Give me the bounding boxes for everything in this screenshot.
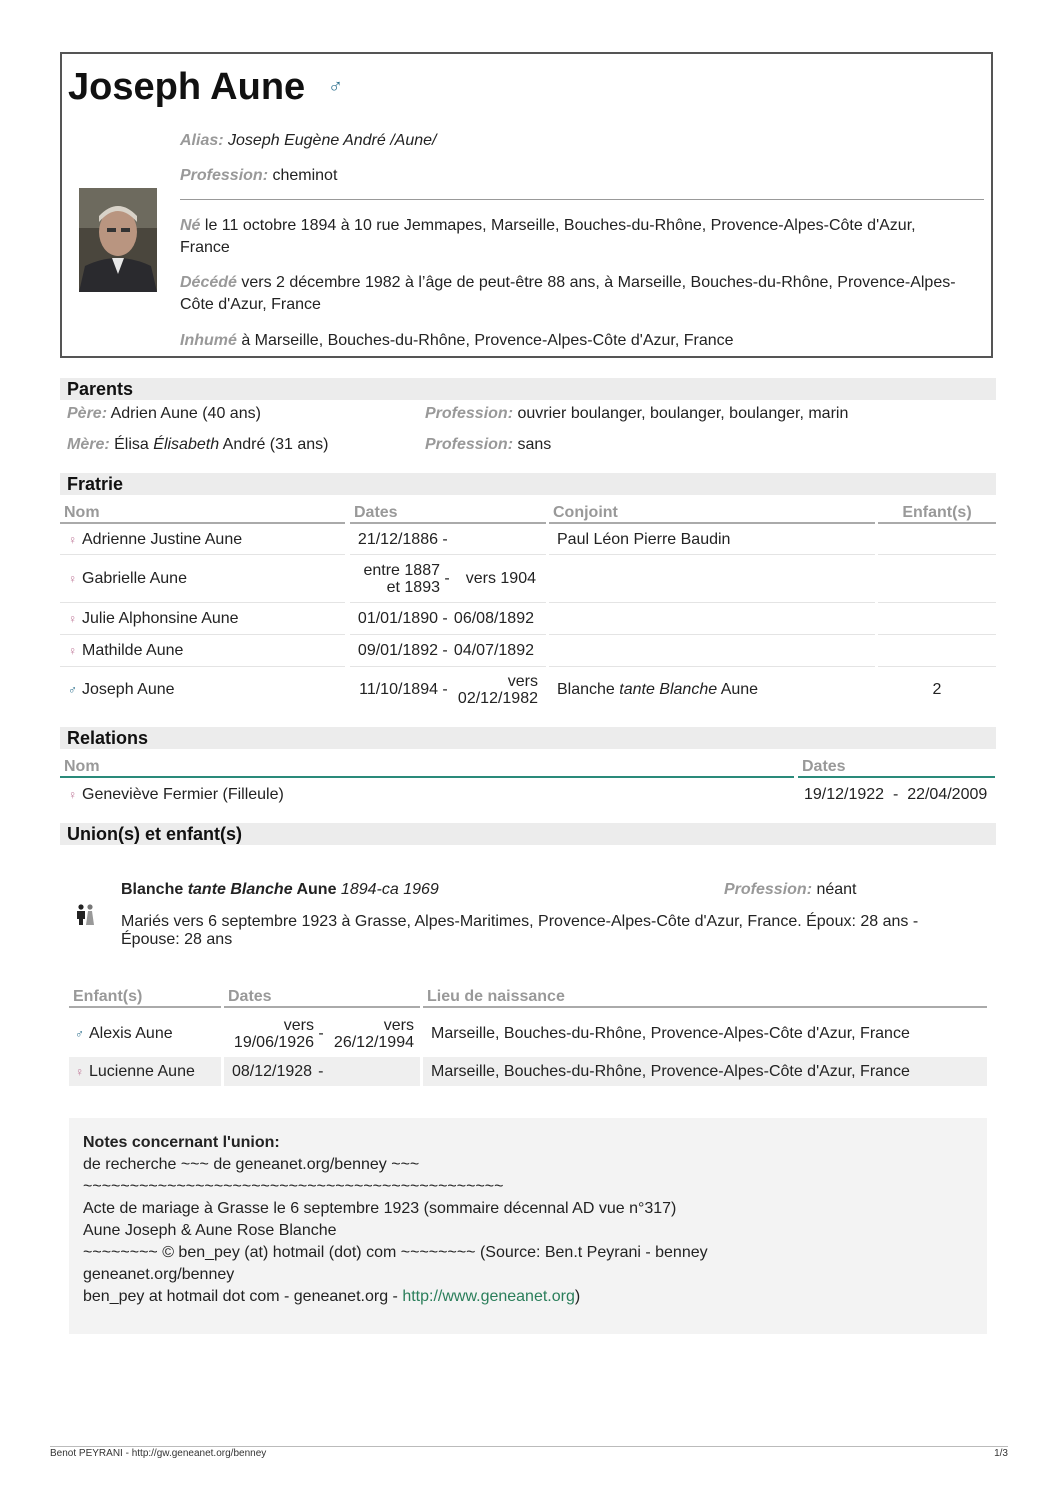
notes-line: Aune Joseph & Aune Rose Blanche — [83, 1222, 337, 1239]
notes-last-line — [83, 1286, 973, 1308]
birth-line — [180, 215, 916, 259]
birth-value-2: France — [180, 239, 230, 256]
sibling-spouse-cell — [549, 636, 875, 667]
sibling-date-end: 04/07/1892 — [453, 642, 534, 659]
sibling-dates-cell — [350, 668, 546, 712]
sibling-spouse-last[interactable]: Aune — [717, 681, 759, 698]
child-name[interactable]: Alexis Aune — [89, 1025, 173, 1042]
profession-line — [180, 165, 337, 187]
sibling-children-cell — [878, 604, 996, 635]
alias-value: Joseph Eugène André /Aune/ — [228, 132, 437, 149]
death-label: Décédé — [180, 274, 237, 291]
col-children: Enfant(s) — [878, 504, 996, 524]
sibling-name-cell — [60, 636, 345, 667]
sibling-name[interactable]: Gabrielle Aune — [82, 570, 187, 587]
sibling-name[interactable]: Adrienne Justine Aune — [82, 530, 243, 548]
relation-dates-cell — [798, 780, 995, 810]
portrait-photo — [79, 188, 157, 292]
father-label: Père: — [67, 405, 108, 422]
relation-name-cell — [60, 780, 794, 810]
mother-profession-label: Profession: — [425, 436, 514, 453]
sibling-spouse-cell — [549, 556, 875, 603]
sibling-date-start: entre 1887 et 1893 — [363, 562, 440, 596]
sibling-dates-cell — [350, 525, 546, 555]
father-value[interactable]: Adrien Aune (40 ans) — [107, 405, 261, 422]
sibling-name-cell — [60, 556, 345, 603]
sibling-name[interactable]: Julie Alphonsine Aune — [82, 610, 239, 627]
sibling-dates-cell — [350, 556, 546, 603]
burial-value: à Marseille, Bouches-du-Rhône, Provence-Alpes-Côte d'Azur, France — [236, 332, 734, 349]
sibling-date-end: vers 1904 — [465, 570, 536, 587]
sibling-children-cell — [878, 668, 996, 712]
union-spouse-first[interactable]: Blanche — [121, 881, 188, 898]
mother-rest[interactable]: André (31 ans) — [219, 436, 329, 453]
col-dates: Dates — [798, 758, 995, 778]
alias-label: Alias: — [180, 132, 224, 149]
marriage-line-2: Épouse: 28 ans — [121, 931, 233, 948]
sibling-name-cell — [60, 525, 345, 555]
union-notes — [69, 1118, 987, 1334]
section-parents: Parents — [60, 378, 996, 400]
mother-italic[interactable]: Élisabeth — [153, 436, 220, 453]
col-spouse: Conjoint — [549, 504, 875, 524]
union-profession-line — [724, 881, 857, 899]
child-date-end: vers 26/12/1994 — [333, 1017, 414, 1051]
sibling-date-start: 01/01/1890 — [357, 610, 438, 627]
siblings-table-header — [60, 504, 996, 526]
col-name: Nom — [60, 758, 794, 778]
date-separator: - — [318, 1025, 324, 1042]
father-line — [67, 405, 261, 423]
father-profession-line — [425, 405, 848, 423]
marriage-line-1: Mariés vers 6 septembre 1923 à Grasse, Alpes-Maritimes, Provence-Alpes-Côte d'Azur, France. Époux: 28 ans - — [121, 913, 919, 930]
date-separator: - — [442, 681, 448, 698]
sibling-date-end: vers 02/12/1982 — [457, 673, 538, 707]
sibling-spouse-nickname[interactable]: tante Blanche — [619, 681, 718, 698]
mother-first[interactable]: Élisa — [109, 436, 154, 453]
female-icon: ♀ — [68, 572, 77, 586]
footer-source: Benot PEYRANI - http://gw.geneanet.org/benney — [50, 1448, 267, 1459]
sibling-children-cell — [878, 636, 996, 667]
table-row — [69, 1057, 987, 1086]
child-dates-cell — [224, 1057, 420, 1086]
table-row — [60, 636, 996, 667]
relations-table-header — [60, 758, 996, 780]
sibling-date-start: 21/12/1886 — [357, 530, 438, 548]
child-birthplace: Marseille, Bouches-du-Rhône, Provence-Alpes-Côte d'Azur, France — [431, 1062, 910, 1080]
notes-line: geneanet.org/benney — [83, 1266, 235, 1283]
sibling-name-cell — [60, 604, 345, 635]
notes-line-suffix: ) — [574, 1288, 581, 1305]
sibling-spouse-cell — [549, 525, 875, 555]
child-birthplace: Marseille, Bouches-du-Rhône, Provence-Alpes-Côte d'Azur, France — [431, 1025, 910, 1042]
mother-line — [67, 436, 329, 454]
profession-label: Profession: — [180, 167, 269, 184]
footer-divider — [50, 1446, 1008, 1447]
col-child-name: Enfant(s) — [69, 988, 221, 1008]
female-icon: ♀ — [68, 788, 77, 802]
death-line — [180, 272, 956, 316]
birth-label: Né — [180, 217, 201, 234]
section-siblings: Fratrie — [60, 473, 996, 495]
date-separator: - — [442, 610, 448, 627]
mother-profession-line — [425, 436, 551, 454]
male-icon: ♂ — [328, 76, 343, 98]
notes-line: de recherche ~~~ de geneanet.org/benney ~~~ — [83, 1156, 420, 1173]
sibling-name-cell — [60, 668, 345, 712]
section-relations: Relations — [60, 727, 996, 749]
sibling-name[interactable]: Joseph Aune — [82, 681, 175, 698]
sibling-dates-cell — [350, 604, 546, 635]
table-row — [60, 780, 996, 810]
date-separator: - — [444, 570, 450, 587]
children-table-header — [69, 988, 987, 1010]
sibling-children-count: 2 — [932, 681, 942, 698]
child-date-start: vers 19/06/1926 — [233, 1017, 314, 1051]
child-name-cell — [69, 1057, 221, 1086]
relation-name[interactable]: Geneviève Fermier (Filleule) — [82, 786, 284, 803]
sibling-spouse-cell — [549, 668, 875, 712]
sibling-date-end: 06/08/1892 — [453, 610, 534, 627]
death-value-1: vers 2 décembre 1982 à l’âge de peut-être 88 ans, à Marseille, Bouches-du-Rhône, Provence-Alpes- — [236, 274, 956, 291]
father-profession-value: ouvrier boulanger, boulanger, boulanger, marin — [513, 405, 849, 422]
notes-line: Acte de mariage à Grasse le 6 septembre 1923 (sommaire décennal AD vue n°317) — [83, 1200, 677, 1217]
burial-line — [180, 330, 734, 352]
female-icon: ♀ — [68, 644, 77, 658]
notes-title: Notes concernant l'union: — [83, 1134, 280, 1151]
mother-profession-value: sans — [513, 436, 552, 453]
table-row — [60, 604, 996, 635]
child-place-cell — [423, 1012, 987, 1056]
profession-value: cheminot — [272, 167, 338, 184]
union-profession-label: Profession: — [724, 881, 813, 898]
col-dates: Dates — [350, 504, 546, 524]
sibling-spouse-first[interactable]: Blanche — [557, 681, 620, 698]
footer-page-number: 1/3 — [994, 1448, 1008, 1459]
child-date-start: 08/12/1928 — [232, 1062, 313, 1080]
union-spouse-last[interactable]: Aune — [292, 881, 337, 898]
notes-line-prefix: ben_pey at hotmail dot com - geneanet.org - — [83, 1288, 403, 1305]
relation-dates: 19/12/1922 - 22/04/2009 — [804, 786, 988, 803]
union-spouse-line — [121, 881, 439, 899]
marriage-details — [121, 913, 918, 949]
geneanet-link[interactable]: http://www.geneanet.org — [402, 1288, 575, 1305]
sibling-date-start: 09/01/1892 — [357, 642, 438, 659]
sibling-spouse-cell — [549, 604, 875, 635]
birth-value-1: le 11 octobre 1894 à 10 rue Jemmapes, Marseille, Bouches-du-Rhône, Provence-Alpes-Côte d'Azur, — [200, 217, 916, 234]
col-child-place: Lieu de naissance — [423, 988, 987, 1008]
sibling-spouse[interactable]: Paul Léon Pierre Baudin — [557, 530, 731, 548]
table-row — [60, 556, 996, 603]
child-name-cell — [69, 1012, 221, 1056]
section-unions: Union(s) et enfant(s) — [60, 823, 996, 845]
death-value-2: Côte d'Azur, France — [180, 296, 321, 313]
burial-label: Inhumé — [180, 332, 237, 349]
male-icon: ♂ — [68, 683, 77, 697]
mother-label: Mère: — [67, 436, 110, 453]
alias-line — [180, 130, 436, 152]
table-row — [69, 1012, 987, 1056]
female-icon: ♀ — [68, 532, 77, 547]
child-place-cell — [423, 1057, 987, 1086]
date-separator: - — [442, 642, 448, 659]
sibling-date-start: 11/10/1894 — [359, 681, 438, 698]
table-row — [60, 525, 996, 555]
child-name[interactable]: Lucienne Aune — [89, 1062, 195, 1080]
child-dates-cell — [224, 1012, 420, 1056]
table-row — [60, 668, 996, 712]
sibling-name[interactable]: Mathilde Aune — [82, 642, 184, 659]
notes-line: ~~~~~~~~~~~~~~~~~~~~~~~~~~~~~~~~~~~~~~~~~~~~~ — [83, 1178, 504, 1195]
female-icon: ♀ — [75, 1064, 84, 1079]
header-divider — [180, 199, 984, 200]
person-name: Joseph Aune — [68, 66, 306, 108]
col-name: Nom — [60, 504, 345, 524]
union-spouse-years: 1894-ca 1969 — [340, 881, 439, 898]
female-icon: ♀ — [68, 612, 77, 626]
union-spouse-nickname[interactable]: tante Blanche — [187, 881, 293, 898]
person-header-box — [60, 52, 993, 358]
sibling-dates-cell — [350, 636, 546, 667]
col-child-dates: Dates — [224, 988, 420, 1008]
sibling-children-cell — [878, 525, 996, 555]
union-profession-value: néant — [812, 881, 857, 898]
father-profession-label: Profession: — [425, 405, 514, 422]
male-icon: ♂ — [75, 1027, 84, 1041]
sibling-children-cell — [878, 556, 996, 603]
notes-line: ~~~~~~~~ © ben_pey (at) hotmail (dot) com ~~~~~~~~ (Source: Ben.t Peyrani - benney — [83, 1244, 708, 1261]
date-separator: - — [318, 1062, 324, 1080]
couple-icon — [75, 904, 97, 931]
date-separator: - — [442, 530, 448, 548]
